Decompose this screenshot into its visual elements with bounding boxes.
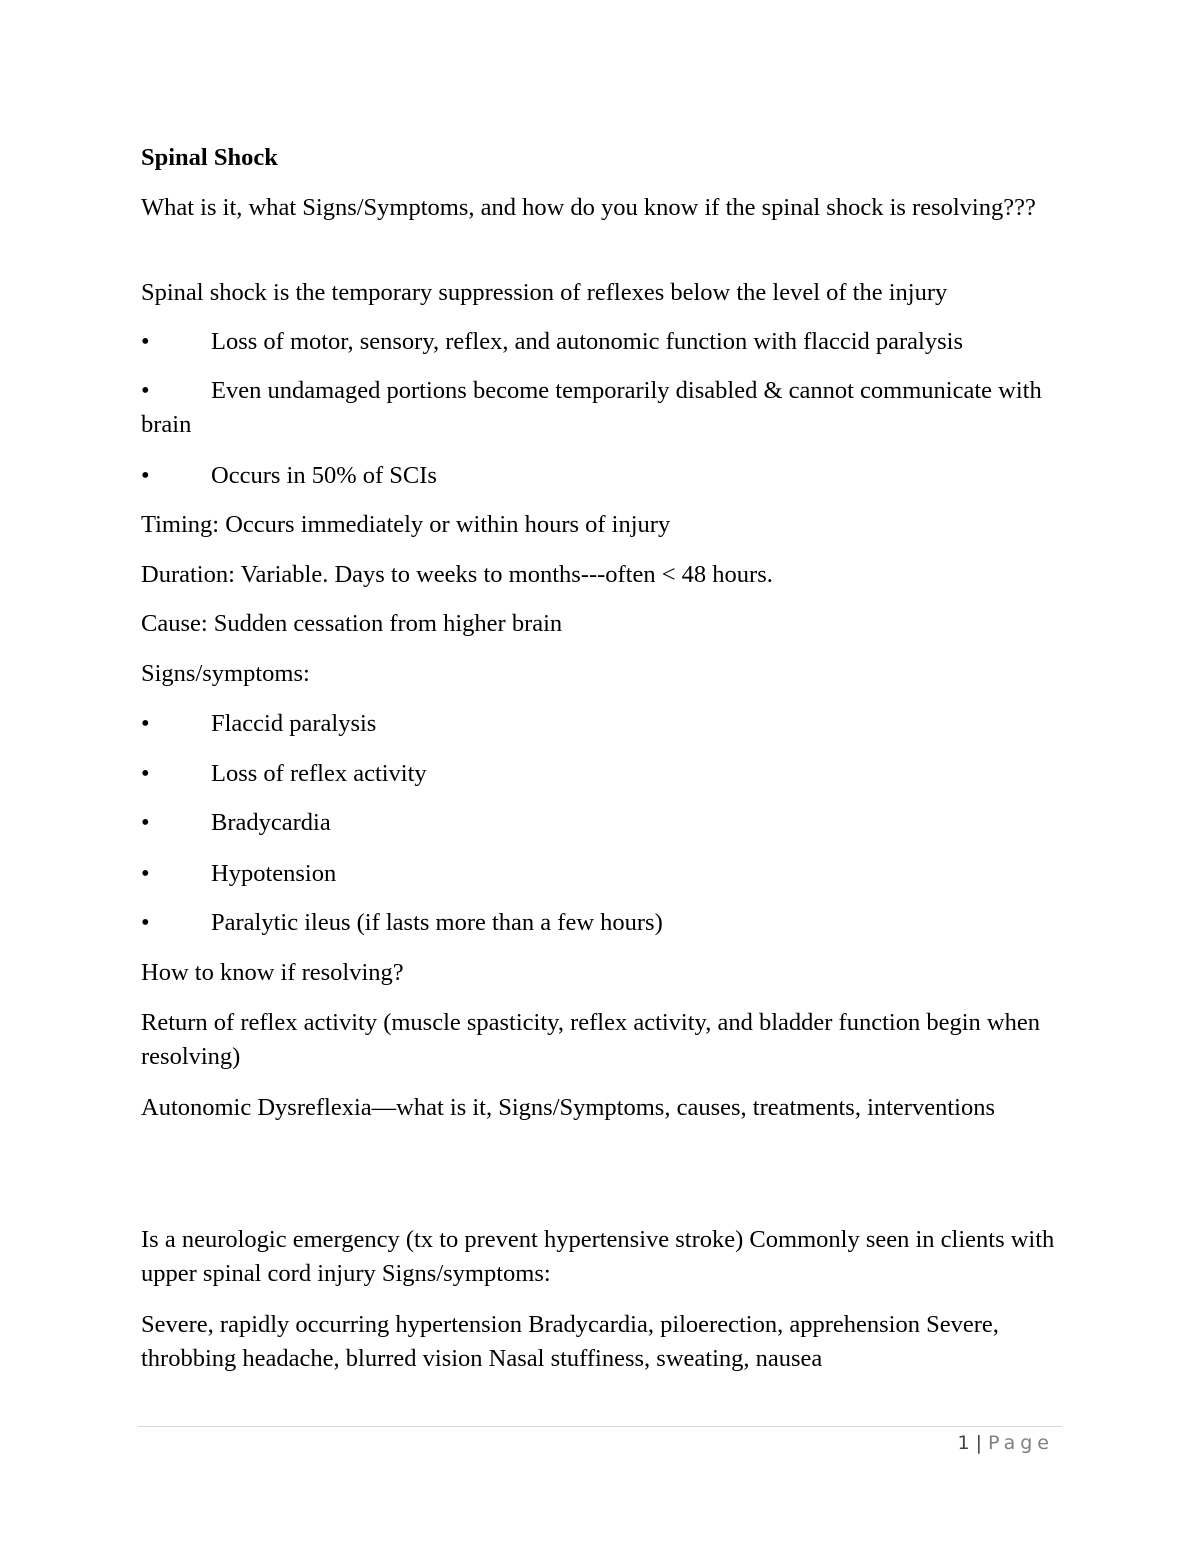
- page-number: 1: [957, 1432, 970, 1454]
- autonomic-dysreflexia-question: Autonomic Dysreflexia—what is it, Signs/Symptoms, causes, treatments, interventions: [141, 1094, 995, 1121]
- duration-paragraph: Duration: Variable. Days to weeks to months---often < 48 hours.: [141, 561, 773, 588]
- list-item: [141, 374, 1071, 442]
- bullet-icon: •: [141, 760, 150, 787]
- bullet-text: Loss of motor, sensory, reflex, and autonomic function with flaccid paralysis: [211, 328, 963, 355]
- bullet-text: Paralytic ileus (if lasts more than a few hours): [211, 909, 663, 936]
- page-label: Page: [988, 1432, 1054, 1454]
- bullet-text: Bradycardia: [211, 809, 331, 836]
- resolving-answer: Return of reflex activity (muscle spasticity, reflex activity, and bladder function begin when resolving): [141, 1009, 1040, 1070]
- page-footer: [958, 1430, 1055, 1456]
- footer-divider: [138, 1426, 1062, 1427]
- timing-paragraph: Timing: Occurs immediately or within hours of injury: [141, 511, 671, 538]
- bullet-text: Hypotension: [211, 860, 337, 887]
- footer-separator: |: [975, 1432, 982, 1454]
- bullet-text: Loss of reflex activity: [211, 760, 427, 787]
- bullet-icon: •: [141, 462, 150, 489]
- bullet-icon: •: [141, 909, 150, 936]
- bullet-icon: •: [141, 710, 150, 737]
- cause-paragraph: Cause: Sudden cessation from higher brain: [141, 610, 563, 637]
- bullet-icon: •: [141, 809, 150, 836]
- bullet-icon: •: [141, 377, 150, 404]
- bullet-text: Even undamaged portions become temporarily disabled & cannot communicate with brain: [141, 377, 1042, 438]
- question-paragraph: What is it, what Signs/Symptoms, and how do you know if the spinal shock is resolving???: [141, 194, 1036, 221]
- bullet-icon: •: [141, 328, 150, 355]
- autonomic-dysreflexia-symptoms: Severe, rapidly occurring hypertension Bradycardia, piloerection, apprehension Severe, throbbing headache, blurred vision Nasal stuffiness, sweating, nausea: [141, 1311, 999, 1372]
- autonomic-dysreflexia-paragraph: Is a neurologic emergency (tx to prevent hypertensive stroke) Commonly seen in clients with upper spinal cord injury Signs/symptoms:: [141, 1226, 1055, 1287]
- definition-paragraph: Spinal shock is the temporary suppression of reflexes below the level of the injury: [141, 279, 948, 306]
- bullet-text: Flaccid paralysis: [211, 710, 377, 737]
- resolving-question: How to know if resolving?: [141, 959, 404, 986]
- bullet-icon: •: [141, 860, 150, 887]
- signs-heading: Signs/symptoms:: [141, 660, 310, 687]
- bullet-text: Occurs in 50% of SCIs: [211, 462, 437, 489]
- document-title: Spinal Shock: [141, 144, 278, 171]
